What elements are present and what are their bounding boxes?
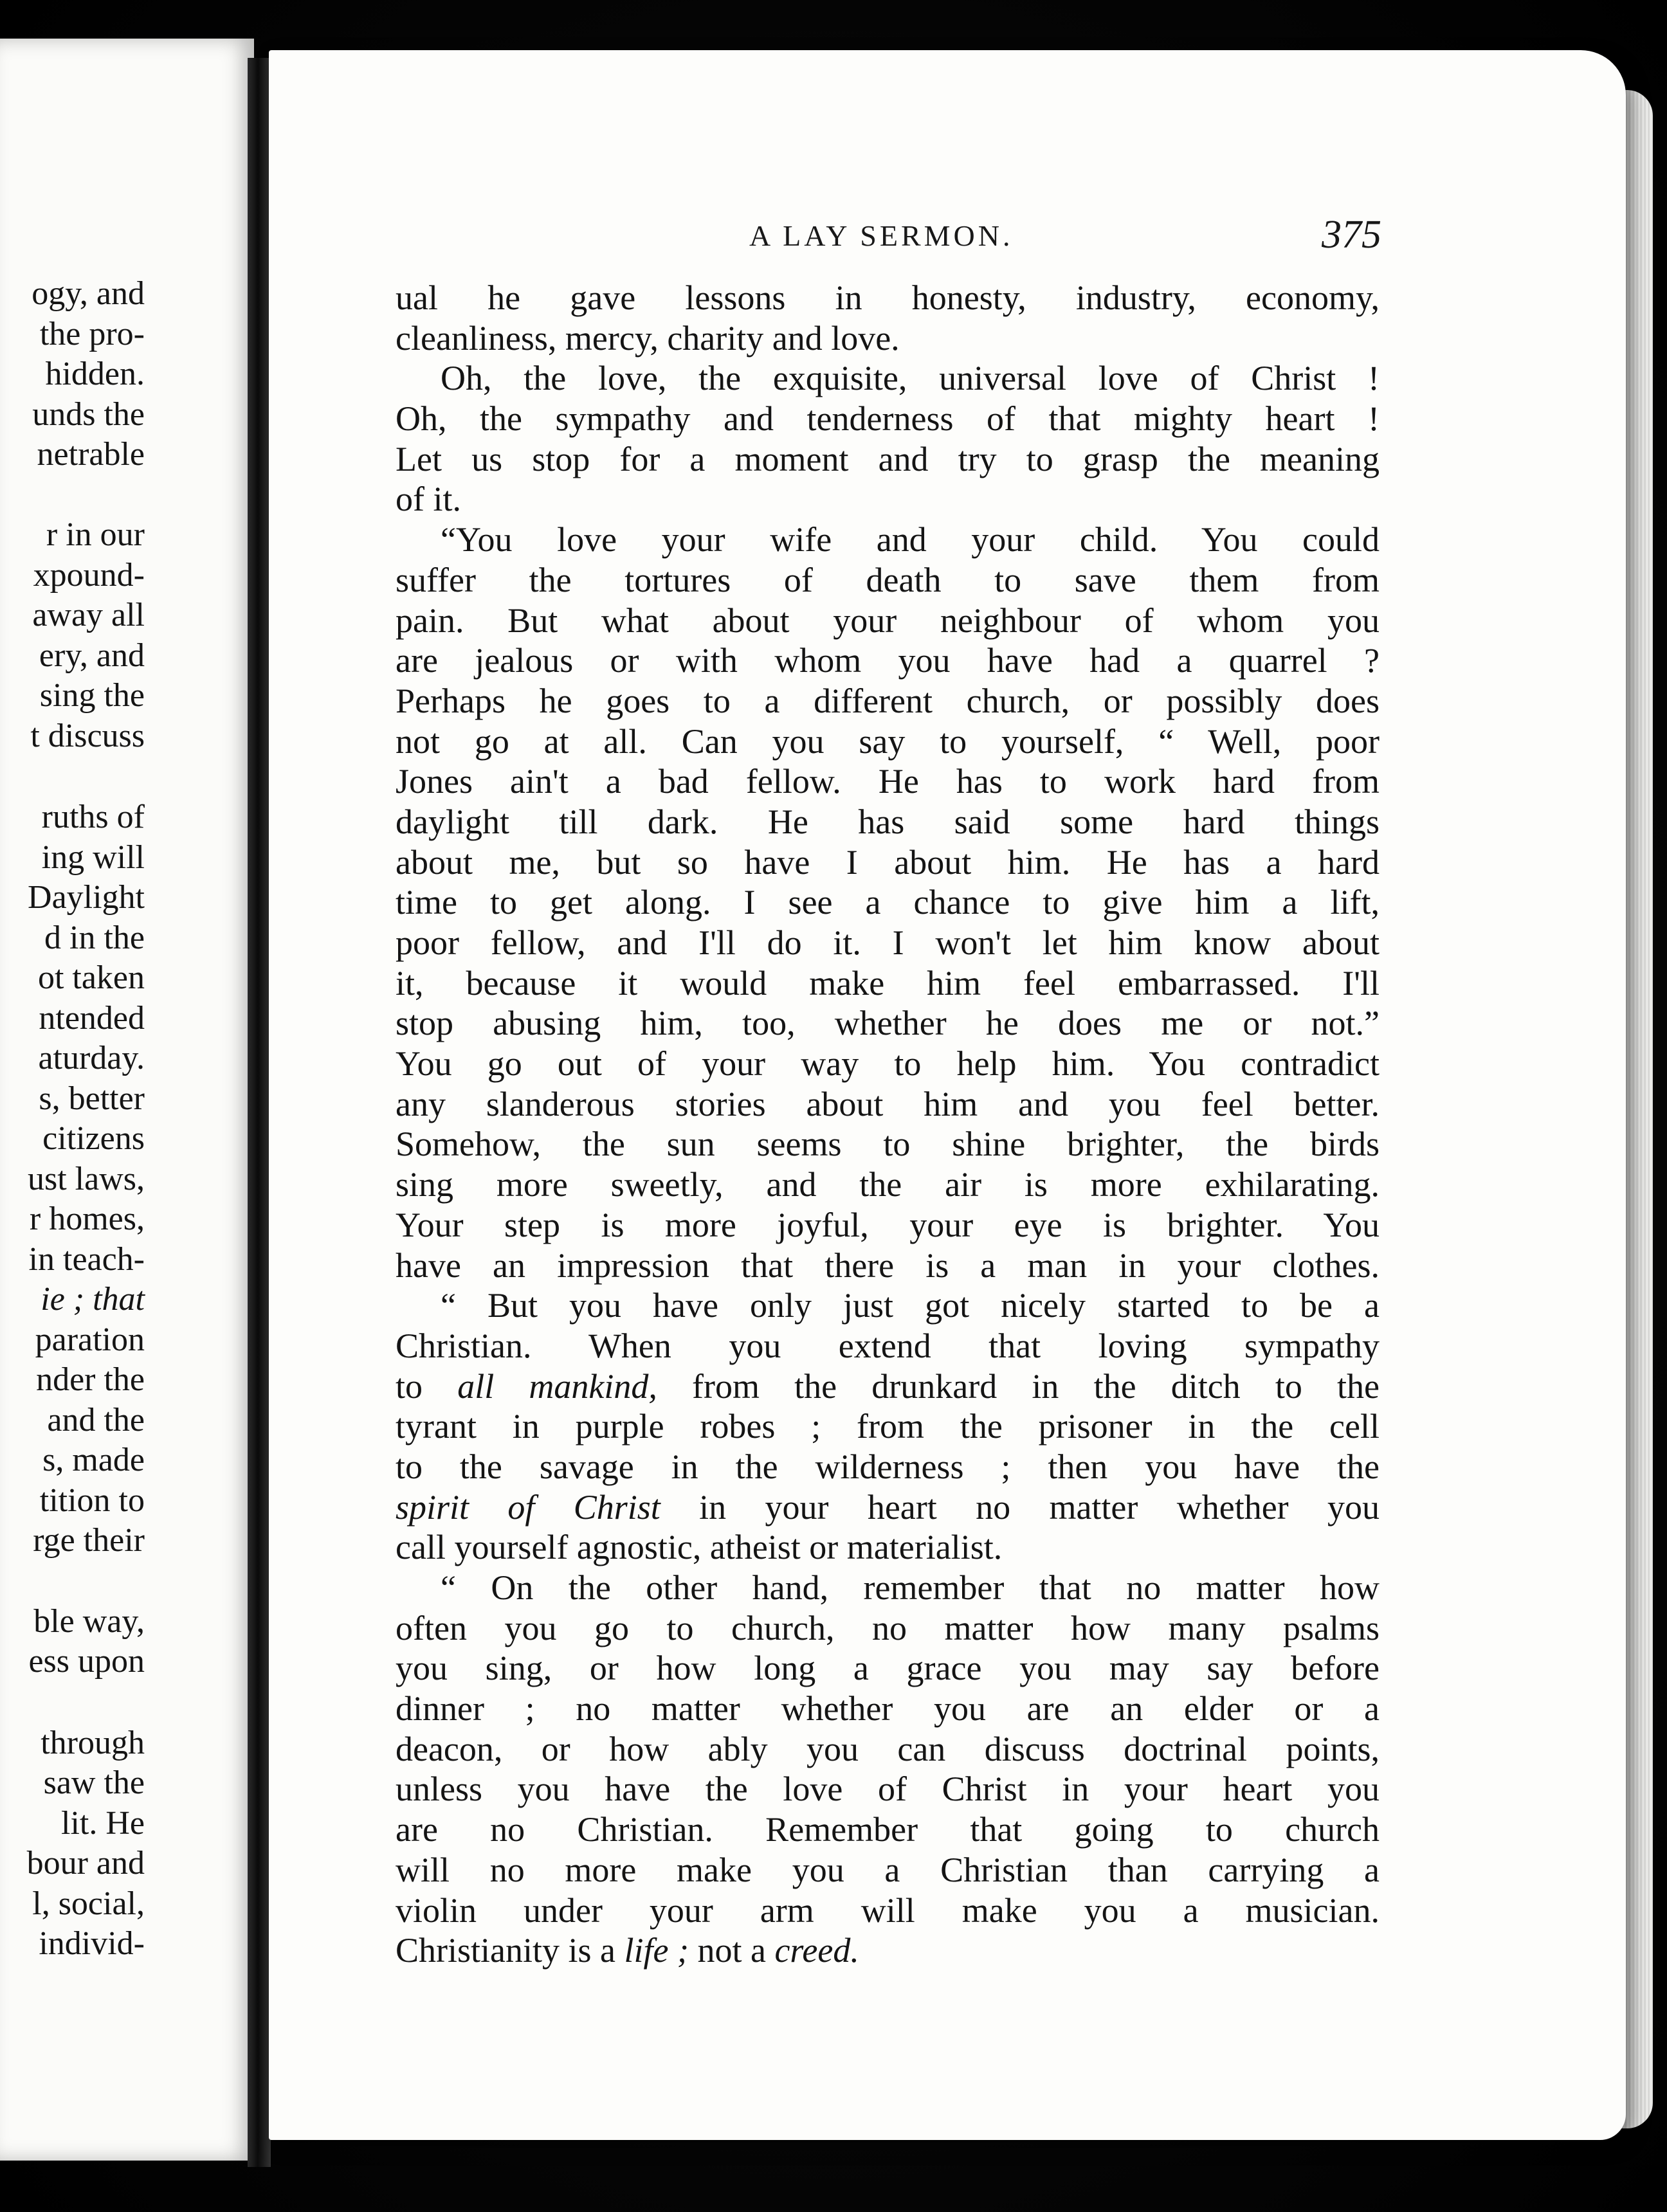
text-segment: not a (697, 1931, 766, 1970)
left-page-line: l, social, (32, 1885, 145, 1922)
left-page-line: ntended (39, 1000, 145, 1037)
left-page-line: ing will (41, 839, 145, 876)
left-page-line: aturday. (38, 1040, 145, 1076)
running-head: A LAY SERMON. (749, 219, 1014, 252)
left-page-line: ruths of (41, 799, 145, 835)
left-page-line: and the (47, 1402, 145, 1438)
text-line: You go out of your way to help him. You contradict (396, 1044, 1380, 1083)
emphasis-all-mankind: all mankind, (457, 1366, 657, 1406)
left-page-line: netrable (37, 436, 145, 473)
text-line: unless you have the love of Christ in your heart you (396, 1770, 1380, 1809)
text-line: stop abusing him, too, whether he does me or not.” (396, 1004, 1380, 1043)
text-line: sing more sweetly, and the air is more exhilarating. (396, 1165, 1380, 1204)
text-line: cleanliness, mercy, charity and love. (396, 318, 900, 358)
text-line: you sing, or how long a grace you may say before (396, 1649, 1380, 1688)
left-page-line: ogy, and (32, 275, 145, 312)
text-line: Somehow, the sun seems to shine brighter, the birds (396, 1125, 1380, 1164)
left-page-line: xpound- (33, 557, 145, 594)
left-page-line: s, better (39, 1080, 145, 1117)
left-page-line: lit. He (61, 1805, 145, 1842)
page-number: 375 (1322, 213, 1381, 257)
text-line: tyrant in purple robes ; from the prisoner in the cell (396, 1407, 1380, 1446)
text-line: time to get along. I see a chance to give him a lift, (396, 883, 1380, 922)
text-line (396, 1930, 1380, 1971)
text-line (396, 1487, 1380, 1528)
left-page-line: ust laws, (28, 1161, 145, 1197)
text-line: are jealous or with whom you have had a quarrel ? (396, 641, 1380, 680)
text-line: call yourself agnostic, atheist or materialist. (396, 1528, 1003, 1567)
text-line: it, because it would make him feel embarrassed. I'll (396, 963, 1380, 1002)
left-page-line: Daylight (28, 879, 145, 916)
left-page-line: bour and (26, 1845, 145, 1881)
text-line: “You love your wife and your child. You could (441, 520, 1380, 559)
text-line: Your step is more joyful, your eye is brighter. You (396, 1205, 1380, 1244)
left-page-line: sing the (39, 677, 145, 714)
left-page-line: unds the (32, 396, 145, 433)
text-line: “ On the other hand, remember that no matter how (441, 1568, 1380, 1607)
text-line: dinner ; no matter whether you are an elder or a (396, 1689, 1380, 1728)
left-page-line: rge their (33, 1522, 145, 1559)
text-line: of it. (396, 480, 461, 519)
left-page-line: hidden. (45, 356, 145, 392)
left-page-line: ess upon (28, 1643, 145, 1680)
left-facing-page (0, 39, 254, 2161)
text-line: about me, but so have I about him. He has a hard (396, 842, 1380, 882)
text-line: deacon, or how ably you can discuss doctrinal points, (396, 1729, 1380, 1768)
text-line: often you go to church, no matter how many psalms (396, 1608, 1380, 1647)
left-page-line: s, made (42, 1442, 145, 1478)
emphasis-life: life ; (624, 1931, 689, 1970)
text-line: will no more make you a Christian than carrying a (396, 1850, 1380, 1889)
left-page-line: ot taken (37, 959, 145, 996)
text-line: Perhaps he goes to a different church, or possibly does (396, 681, 1380, 720)
text-line: to the savage in the wilderness ; then you have the (396, 1447, 1380, 1486)
left-page-line: saw the (43, 1764, 145, 1801)
left-page-line: nder the (36, 1361, 145, 1398)
left-page-line: t discuss (30, 718, 145, 754)
text-segment: from the drunkard in the ditch to the (692, 1366, 1380, 1406)
text-line: Christian. When you extend that loving sympathy (396, 1326, 1380, 1365)
left-page-line: away all (32, 597, 145, 633)
text-line: “ But you have only just got nicely started to be a (441, 1286, 1380, 1325)
left-page-line: the pro- (39, 316, 145, 352)
page-body (396, 278, 1380, 1971)
text-line: Oh, the love, the exquisite, universal love of Christ ! (441, 359, 1380, 398)
text-line: suffer the tortures of death to save them from (396, 560, 1380, 599)
text-line: are no Christian. Remember that going to church (396, 1810, 1380, 1849)
left-page-line: ie ; that (41, 1281, 145, 1318)
left-page-line: through (41, 1725, 145, 1761)
left-page-line: paration (35, 1321, 145, 1358)
text-segment: Christianity is a (396, 1931, 615, 1970)
text-line: have an impression that there is a man in your clothes. (396, 1246, 1380, 1285)
text-line: pain. But what about your neighbour of whom you (396, 601, 1380, 640)
text-line: Oh, the sympathy and tenderness of that mighty heart ! (396, 399, 1380, 439)
text-line: any slanderous stories about him and you feel better. (396, 1084, 1380, 1123)
text-line: ual he gave lessons in honesty, industry, economy, (396, 278, 1380, 317)
left-page-line: ery, and (39, 637, 145, 674)
left-page-line: r homes, (29, 1201, 145, 1237)
emphasis-creed: creed. (774, 1931, 859, 1970)
emphasis-spirit-of-christ: spirit of Christ (396, 1487, 660, 1527)
text-line: violin under your arm will make you a musician. (396, 1890, 1380, 1930)
text-line: Jones ain't a bad fellow. He has to work hard from (396, 762, 1380, 801)
text-segment: in your heart no matter whether you (699, 1487, 1380, 1527)
left-page-line: in teach- (28, 1241, 145, 1278)
text-line (396, 1366, 1380, 1407)
book-gutter (248, 58, 271, 2167)
left-page-line: ble way, (33, 1603, 145, 1640)
left-page-line: r in our (46, 516, 145, 553)
text-line: Let us stop for a moment and try to grasp the meaning (396, 439, 1380, 478)
text-line: daylight till dark. He has said some hard things (396, 802, 1380, 841)
left-page-line: citizens (42, 1120, 145, 1157)
text-line: not go at all. Can you say to yourself, “ Well, poor (396, 721, 1380, 761)
left-page-line: d in the (44, 920, 145, 956)
text-line: poor fellow, and I'll do it. I won't let him know about (396, 923, 1380, 962)
text-segment: to (396, 1366, 423, 1406)
left-page-line: individ- (39, 1925, 145, 1962)
left-page-line: tition to (39, 1482, 145, 1519)
